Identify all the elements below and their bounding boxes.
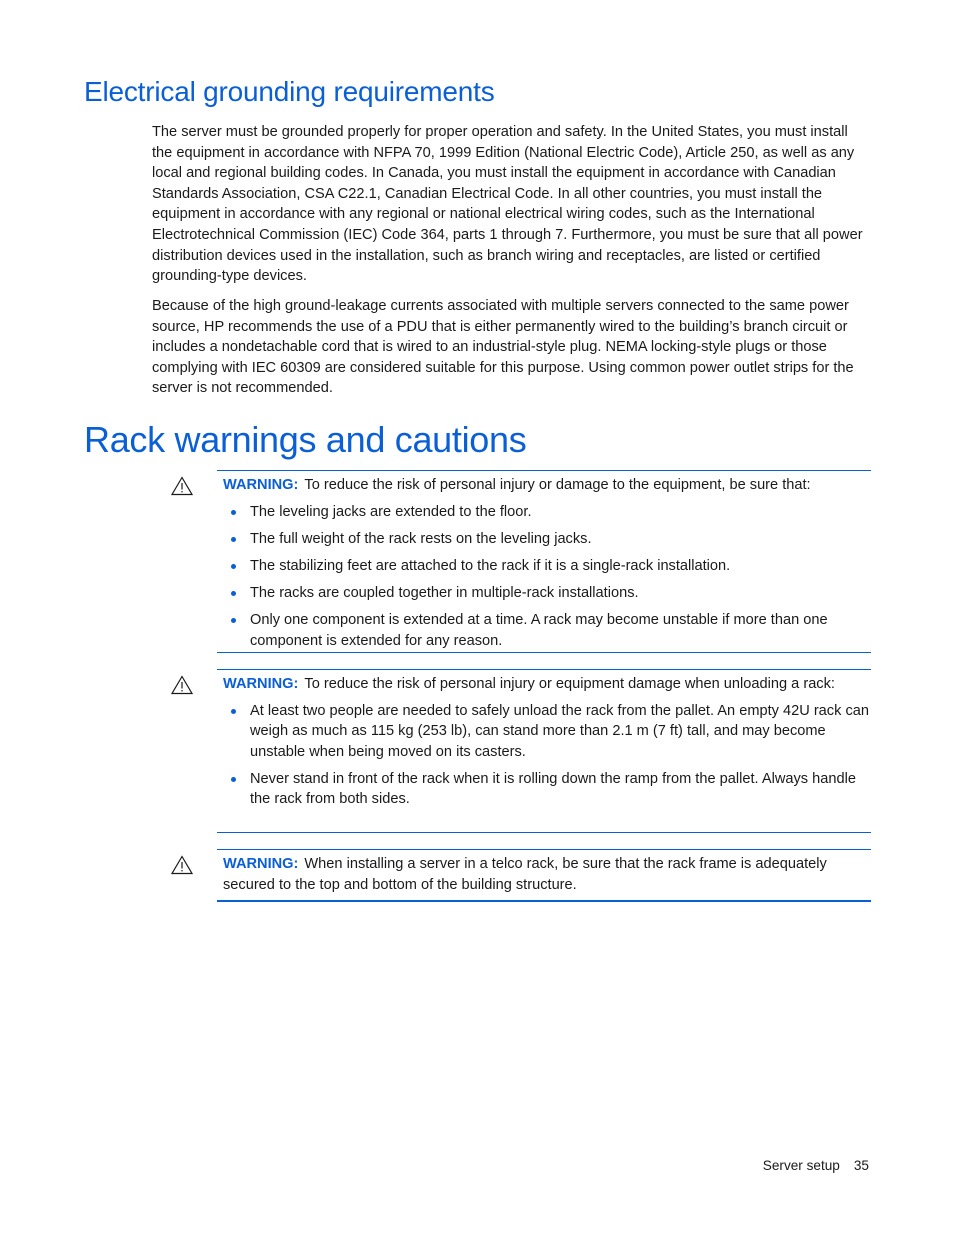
- warning-triangle-icon: [171, 476, 193, 496]
- list-item: The full weight of the rack rests on the leveling jacks.: [223, 529, 871, 550]
- warning-text: To reduce the risk of personal injury or damage to the equipment, be sure that:: [304, 477, 811, 493]
- warning-label: WARNING:: [223, 856, 299, 872]
- warning-text: When installing a server in a telco rack, be sure that the rack frame is adequately secured to the top and bottom of the building structure.: [223, 856, 827, 893]
- warning-triangle-icon: [171, 675, 193, 695]
- warning-block-3: [217, 849, 871, 895]
- footer-section-name: Server setup: [762, 1158, 840, 1173]
- page-footer: [763, 1158, 869, 1173]
- page-number: 35: [853, 1158, 869, 1173]
- list-item: The racks are coupled together in multiple-rack installations.: [223, 583, 871, 604]
- warning-bullet-list: [223, 701, 871, 810]
- warning-block-2: [217, 669, 871, 817]
- section-title-rack-warnings: Rack warnings and cautions: [84, 419, 527, 460]
- section-title-grounding: Electrical grounding requirements: [84, 76, 495, 107]
- list-item: Only one component is extended at a time. A rack may become unstable if more than one component is extended for any reason.: [223, 610, 871, 651]
- warning-label: WARNING:: [223, 676, 299, 692]
- warning-label: WARNING:: [223, 477, 299, 493]
- warning-bullet-list: [223, 502, 871, 652]
- warning-triangle-icon: [171, 855, 193, 875]
- warning-block-1: [217, 470, 871, 658]
- paragraph-grounding-1: The server must be grounded properly for proper operation and safety. In the United States, you must install the equipment in accordance with NFPA 70, 1999 Edition (National Electric Code), Article 250, as well as any local and regional building codes. In Canada, you must install the equipment in accordance with Canadian Standards Association, CSA C22.1, Canadian Electrical Code. In all other countries, you must install the equipment in accordance with any regional or national electrical wiring codes, such as the International Electrotechnical Commission (IEC) Code 364, parts 1 through 7. Furthermore, you must be sure that all power distribution devices used in the installation, such as branch wiring and receptacles, are listed or certified grounding-type devices.: [152, 124, 863, 285]
- list-item: At least two people are needed to safely unload the rack from the pallet. An empty 42U rack can weigh as much as 115 kg (253 lb), can stand more than 2.1 m (7 ft) tall, and may become unstable when being moved on its casters.: [223, 701, 871, 763]
- warning-divider: [217, 652, 871, 653]
- list-item: The leveling jacks are extended to the floor.: [223, 502, 871, 523]
- warning-divider: [217, 900, 871, 902]
- list-item: Never stand in front of the rack when it is rolling down the ramp from the pallet. Always handle the rack from both sides.: [223, 769, 871, 810]
- warning-text: To reduce the risk of personal injury or equipment damage when unloading a rack:: [304, 676, 835, 692]
- warning-divider: [217, 832, 871, 833]
- paragraph-grounding-2: Because of the high ground-leakage currents associated with multiple servers connected to the same power source, HP recommends the use of a PDU that is either permanently wired to the building’s branch circuit or includes a nondetachable cord that is wired to an industrial-style plug. NEMA locking-style plugs or those complying with IEC 60309 are considered suitable for this purpose. Using common power outlet strips for the server is not recommended.: [152, 298, 854, 397]
- list-item: The stabilizing feet are attached to the rack if it is a single-rack installation.: [223, 556, 871, 577]
